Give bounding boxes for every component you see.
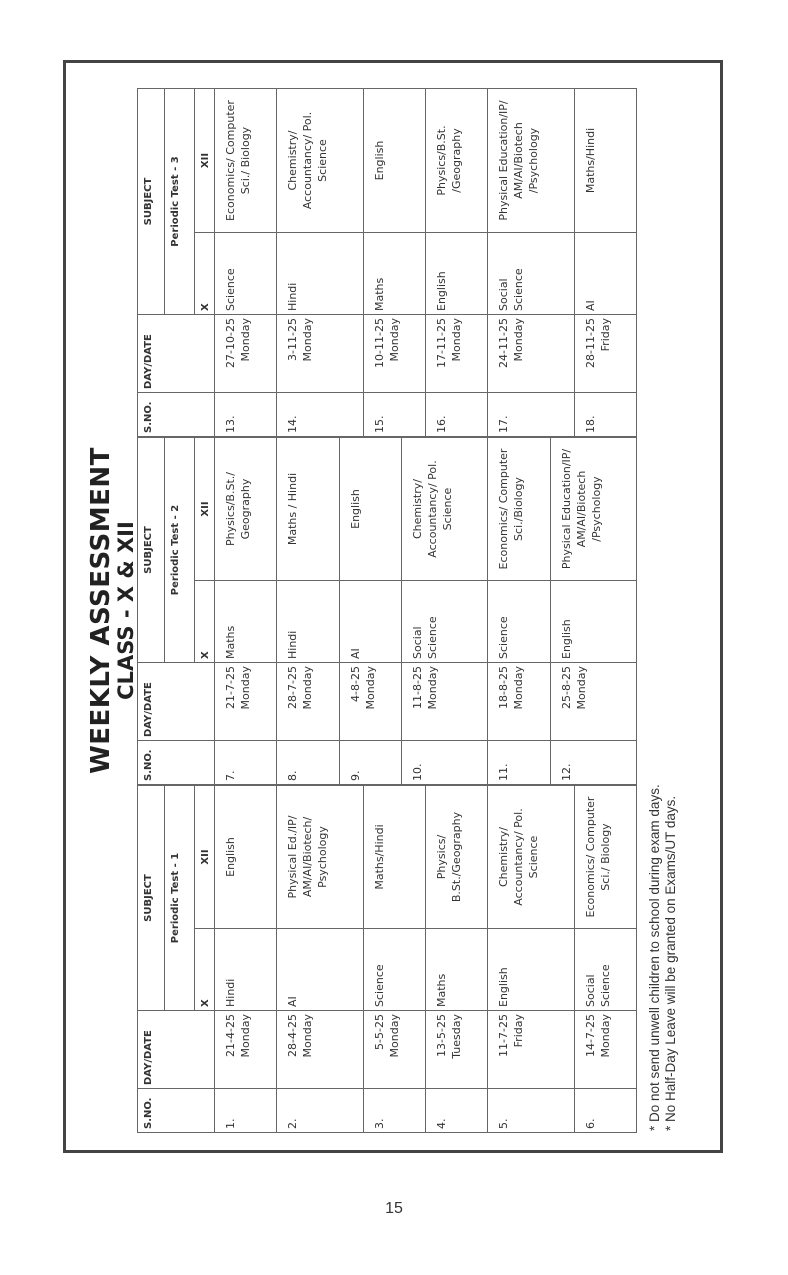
cell-date	[550, 663, 636, 741]
date-value: 11-7-25	[497, 1014, 511, 1057]
header-x: X	[195, 581, 215, 663]
cell-sno: 8.	[277, 741, 339, 785]
cell-xii-subject: Physical Education/IP/ AM/AI/Biotech /Psychology	[488, 89, 574, 233]
note-2: * No Half-Day Leave will be granted on Exams/UT days.	[663, 795, 678, 1131]
cell-xii-subject: Chemistry/ Accountancy/ Pol. Science	[488, 786, 574, 929]
date-value: 21-7-25	[224, 666, 237, 709]
cell-sno: 15.	[363, 393, 425, 437]
date-value: 18-8-25	[497, 666, 511, 709]
table-row	[488, 89, 574, 437]
day-value: Monday	[512, 318, 526, 362]
table-row	[574, 786, 636, 1133]
day-value: Friday	[598, 318, 612, 352]
cell-date	[574, 315, 636, 393]
title-block	[87, 76, 138, 1145]
cell-x-subject: Social Science	[574, 929, 636, 1011]
cell-date	[215, 1011, 277, 1089]
date-value: 4-8-25	[348, 666, 362, 702]
table-row	[425, 89, 487, 437]
cell-date	[215, 663, 277, 741]
cell-sno: 2.	[277, 1089, 363, 1133]
date-value: 13-5-25	[434, 1014, 448, 1057]
cell-xii-subject: Chemistry/ Accountancy/ Pol. Science	[401, 438, 487, 581]
day-value: Monday	[301, 666, 315, 710]
table-row	[277, 89, 363, 437]
header-sno: S.NO.	[138, 741, 215, 785]
cell-xii-subject: Economics/ Computer Sci./ Biology	[574, 786, 636, 929]
table-row	[363, 786, 425, 1133]
cell-sno: 18.	[574, 393, 636, 437]
cell-sno: 1.	[215, 1089, 277, 1133]
cell-xii-subject: Economics/ Computer Sci./ Biology	[215, 89, 277, 233]
date-value: 11-8-25	[410, 666, 424, 709]
header-subject: SUBJECT	[138, 438, 165, 663]
cell-xii-subject: English	[215, 786, 277, 929]
schedule-table	[137, 437, 637, 785]
cell-sno: 7.	[215, 741, 277, 785]
day-value: Monday	[425, 666, 439, 710]
header-date: DAY/DATE	[138, 315, 215, 393]
cell-x-subject: Hindi	[277, 233, 363, 315]
cell-xii-subject: Physics/B.St./ Geography	[215, 438, 277, 581]
cell-xii-subject: Maths/Hindi	[574, 89, 636, 233]
schedule-block-3	[137, 88, 637, 437]
cell-date	[363, 315, 425, 393]
schedule-block-2	[137, 437, 637, 785]
header-date: DAY/DATE	[138, 663, 215, 741]
cell-date	[574, 1011, 636, 1089]
day-value: Monday	[239, 666, 252, 710]
date-value: 5-5-25	[372, 1014, 386, 1050]
date-value: 21-4-25	[224, 1014, 237, 1057]
table-row	[401, 438, 487, 785]
date-value: 10-11-25	[372, 318, 386, 368]
day-value: Friday	[512, 1014, 526, 1048]
cell-date	[401, 663, 487, 741]
day-value: Monday	[363, 666, 377, 710]
table-row	[425, 786, 487, 1133]
page-number: 15	[385, 1200, 403, 1217]
cell-xii-subject: Chemistry/ Accountancy/ Pol. Science	[277, 89, 363, 233]
header-x: X	[195, 233, 215, 315]
day-value: Monday	[387, 1014, 401, 1058]
day-value: Monday	[301, 318, 315, 362]
day-value: Monday	[301, 1014, 315, 1058]
cell-xii-subject: English	[363, 89, 425, 233]
day-value: Monday	[387, 318, 401, 362]
header-sno: S.NO.	[138, 1089, 215, 1133]
cell-x-subject: Science	[488, 581, 550, 663]
rotated-schedule	[75, 76, 711, 1145]
header-subject: SUBJECT	[138, 89, 165, 315]
header-subject: SUBJECT	[138, 786, 165, 1011]
tables-area	[137, 88, 637, 1133]
cell-sno: 3.	[363, 1089, 425, 1133]
cell-x-subject: AI	[574, 233, 636, 315]
day-value: Monday	[449, 318, 463, 362]
cell-sno: 14.	[277, 393, 363, 437]
day-value: Monday	[512, 666, 526, 710]
cell-x-subject: Maths	[215, 581, 277, 663]
header-x: X	[195, 929, 215, 1011]
cell-sno: 16.	[425, 393, 487, 437]
date-value: 17-11-25	[434, 318, 448, 368]
table-row	[488, 438, 550, 785]
cell-sno: 10.	[401, 741, 487, 785]
cell-x-subject: English	[425, 233, 487, 315]
cell-sno: 5.	[488, 1089, 574, 1133]
day-value: Monday	[239, 318, 252, 362]
cell-x-subject: AI	[277, 929, 363, 1011]
cell-x-subject: Social Science	[401, 581, 487, 663]
date-value: 28-11-25	[583, 318, 597, 368]
date-value: 25-8-25	[559, 666, 573, 709]
date-value: 27-10-25	[224, 318, 237, 368]
cell-x-subject: Hindi	[277, 581, 339, 663]
cell-xii-subject: English	[339, 438, 401, 581]
cell-x-subject: AI	[339, 581, 401, 663]
day-value: Monday	[574, 666, 588, 710]
date-value: 28-7-25	[286, 666, 300, 709]
table-row	[339, 438, 401, 785]
cell-date	[425, 315, 487, 393]
cell-x-subject: Social Science	[488, 233, 574, 315]
table-row	[574, 89, 636, 437]
cell-date	[215, 315, 277, 393]
table-row	[215, 786, 277, 1133]
cell-x-subject: Hindi	[215, 929, 277, 1011]
cell-sno: 17.	[488, 393, 574, 437]
table-row	[363, 89, 425, 437]
page-title: WEEKLY ASSESSMENT	[86, 447, 116, 774]
note-1: * Do not send unwell children to school during exam days.	[647, 784, 662, 1131]
schedule-block-1	[137, 785, 637, 1133]
cell-date	[488, 1011, 574, 1089]
cell-xii-subject: Economics/ Computer Sci./Biology	[488, 438, 550, 581]
date-value: 24-11-25	[497, 318, 511, 368]
header-xii: XII	[195, 786, 215, 929]
header-sno: S.NO.	[138, 393, 215, 437]
table-row	[215, 438, 277, 785]
header-date: DAY/DATE	[138, 1011, 215, 1089]
page-subtitle: CLASS - X & XII	[114, 521, 138, 700]
cell-xii-subject: Maths / Hindi	[277, 438, 339, 581]
cell-x-subject: Maths	[425, 929, 487, 1011]
cell-x-subject: Maths	[363, 233, 425, 315]
cell-x-subject: English	[550, 581, 636, 663]
header-test: Periodic Test - 3	[165, 89, 195, 315]
cell-date	[277, 315, 363, 393]
cell-x-subject: Science	[215, 233, 277, 315]
cell-xii-subject: Maths/Hindi	[363, 786, 425, 929]
cell-sno: 12.	[550, 741, 636, 785]
day-value: Monday	[239, 1014, 252, 1058]
table-row	[277, 786, 363, 1133]
cell-sno: 13.	[215, 393, 277, 437]
cell-sno: 11.	[488, 741, 550, 785]
cell-sno: 4.	[425, 1089, 487, 1133]
table-row	[215, 89, 277, 437]
cell-x-subject: English	[488, 929, 574, 1011]
day-value: Tuesday	[449, 1014, 463, 1059]
header-xii: XII	[195, 89, 215, 233]
cell-xii-subject: Physics/B.St. /Geography	[425, 89, 487, 233]
header-xii: XII	[195, 438, 215, 581]
schedule-table	[137, 88, 637, 437]
header-test: Periodic Test - 1	[165, 786, 195, 1011]
notes	[647, 784, 679, 1131]
table-row	[277, 438, 339, 785]
cell-date	[277, 663, 339, 741]
cell-xii-subject: Physical Ed./IP/ AM/AI/Biotech/ Psychology	[277, 786, 363, 929]
table-row	[550, 438, 636, 785]
date-value: 14-7-25	[583, 1014, 597, 1057]
cell-date	[488, 663, 550, 741]
table-row	[488, 786, 574, 1133]
cell-date	[425, 1011, 487, 1089]
header-test: Periodic Test - 2	[165, 438, 195, 663]
cell-date	[339, 663, 401, 741]
cell-sno: 6.	[574, 1089, 636, 1133]
cell-date	[488, 315, 574, 393]
cell-x-subject: Science	[363, 929, 425, 1011]
cell-sno: 9.	[339, 741, 401, 785]
date-value: 3-11-25	[286, 318, 300, 361]
cell-xii-subject: Physics/ B.St./Geography	[425, 786, 487, 929]
day-value: Monday	[598, 1014, 612, 1058]
date-value: 28-4-25	[286, 1014, 300, 1057]
cell-date	[363, 1011, 425, 1089]
cell-xii-subject: Physical Education/IP/ AM/AI/Biotech /Psychology	[550, 438, 636, 581]
cell-date	[277, 1011, 363, 1089]
schedule-table	[137, 785, 637, 1133]
